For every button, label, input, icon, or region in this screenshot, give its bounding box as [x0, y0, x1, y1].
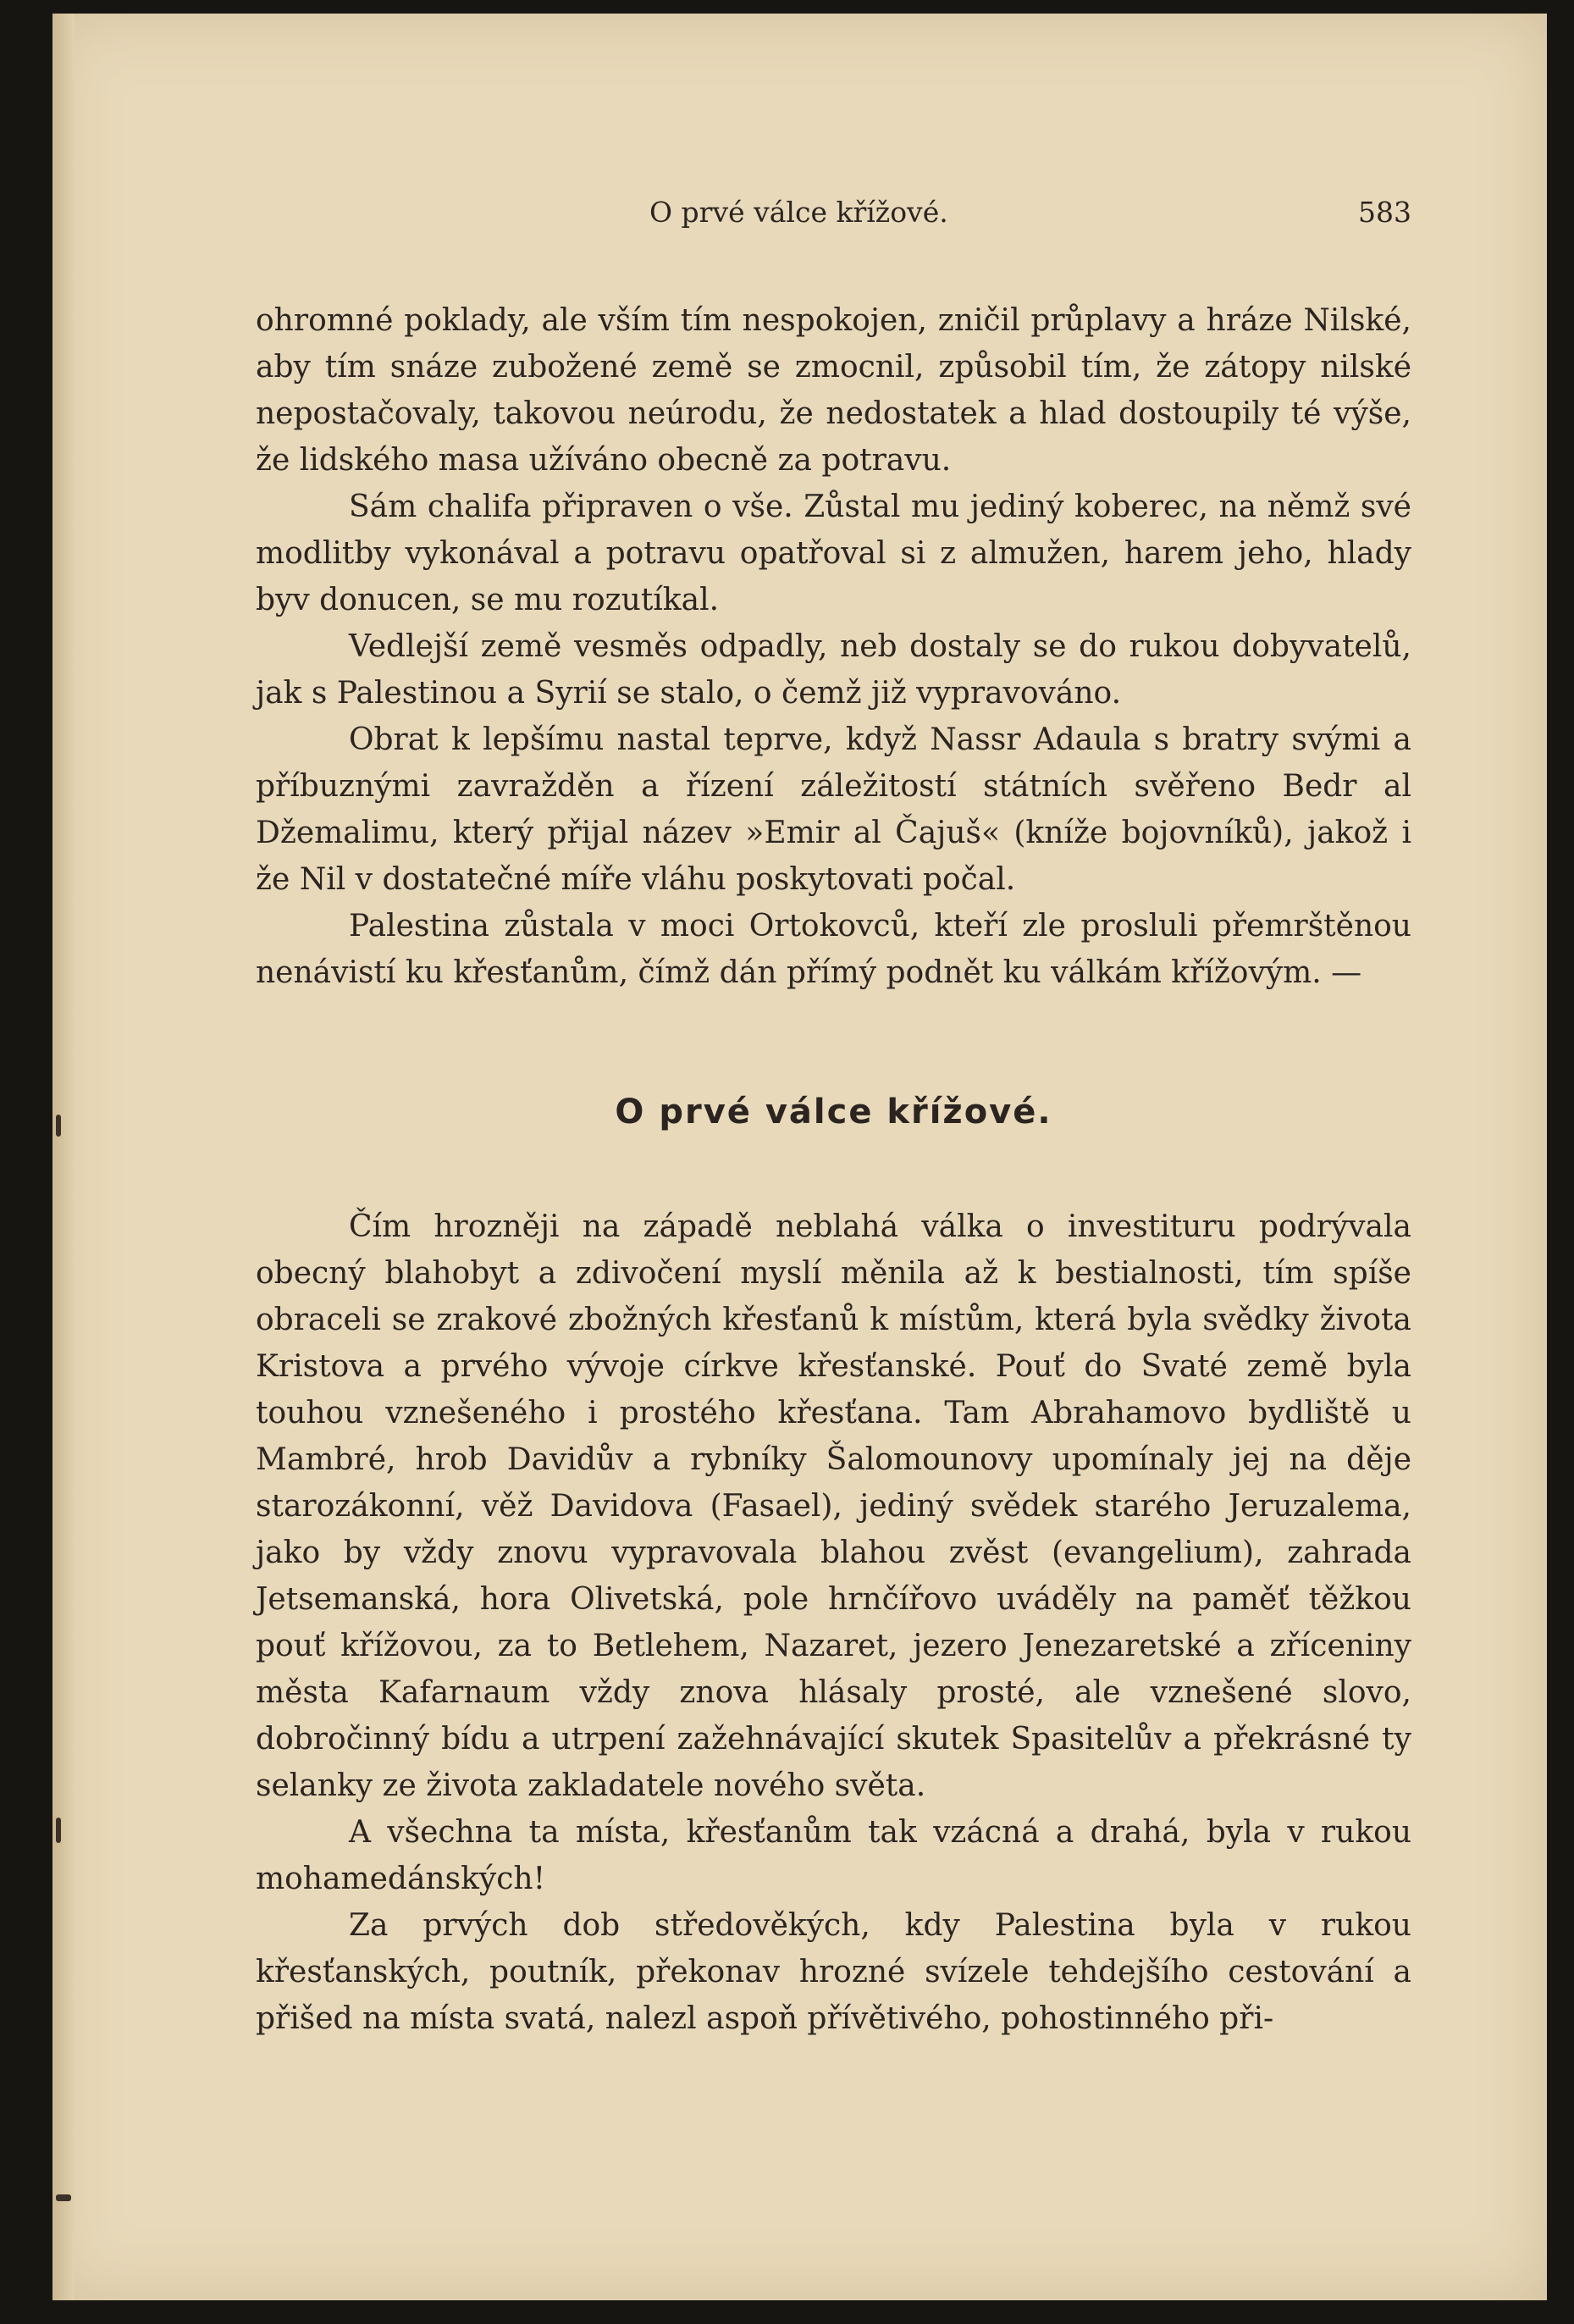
edge-mark: [56, 1818, 61, 1843]
section-one: [256, 297, 1411, 2042]
paragraph: Za prvých dob středověkých, kdy Palestina byla v rukou křesťanských, poutník, překonav hrozné svízele tehdejšího cestování a přišed na místa svatá, nalezl aspoň přívětivého, pohostinného při-: [256, 1908, 1411, 2036]
paragraph: ohromné poklady, ale vším tím nespokojen, zničil průplavy a hráze Nilské, aby tím snáze zubožené země se zmocnil, způsobil tím, že zátopy nilské nepostačovaly, takovou neúrodu, že nedostatek a hlad dostoupily té výše, že lidského masa užíváno obecně za potravu.: [256, 303, 1411, 478]
paragraph: A všechna ta místa, křesťanům tak vzácná a drahá, byla v rukou mohamedánských!: [256, 1815, 1411, 1896]
paragraph: Sám chalifa připraven o vše. Zůstal mu jediný koberec, na němž své modlitby vykonával a potravu opatřoval si z almužen, harem jeho, hlady byv donucen, se mu rozutíkal.: [256, 490, 1411, 617]
edge-mark: [56, 1115, 61, 1137]
page-spine-shadow: [52, 14, 75, 2300]
running-title: O prvé válce křížové.: [649, 196, 948, 229]
paragraph: Palestina zůstala v moci Ortokovců, kteří zle prosluli přemrštěnou nenávistí ku křesťanům, čímž dán přímý podnět ku válkám křížovým. —: [256, 909, 1411, 990]
running-head: [256, 196, 1411, 246]
page-number: 583: [1358, 196, 1411, 229]
paragraph: Vedlejší země vesměs odpadly, neb dostaly se do rukou dobyvatelů, jak s Palestinou a Syrií se stalo, o čemž již vypravováno.: [256, 629, 1411, 711]
book-page: [52, 14, 1547, 2300]
paragraph: Čím hrozněji na západě neblahá válka o investituru podrývala obecný blahobyt a zdivočení myslí měnila až k bestialnosti, tím spíše obraceli se zrakové zbožných křesťanů k místům, která byla svědky života Kristova a prvého vývoje církve křesťanské. Pouť do Svaté země byla touhou vznešeného i prostého křesťana. Tam Abrahamovo bydliště u Mambré, hrob Davidův a rybníky Šalomounovy upomínaly jej na děje starozákonní, věž Davidova (Fasael), jediný svědek starého Jeruzalema, jako by vždy znovu vypravovala blahou zvěst (evangelium), zahrada Jetsemanská, hora Olivetská, pole hrnčířovo uváděly na paměť těžkou pouť křížovou, za to Betlehem, Nazaret, jezero Jenezaretské a zříceniny města Kafarnaum vždy znova hlásaly prosté, ale vznešené slovo, dobročinný bídu a utrpení zažehnávající skutek Spasitelův a překrásné ty selanky ze života zakladatele nového světa.: [256, 1209, 1411, 1803]
page-content: [256, 196, 1411, 2042]
edge-mark: [56, 2194, 71, 2201]
chapter-heading: O prvé válce křížové.: [615, 1093, 1052, 1132]
paragraph: Obrat k lepšímu nastal teprve, když Nassr Adaula s bratry svými a příbuznými zavražděn a řízení záležitostí státních svěřeno Bedr al Džemalimu, který přijal název »Emir al Čajuš« (kníže bojovníků), jakož i že Nil v dostatečné míře vláhu poskytovati počal.: [256, 722, 1411, 897]
